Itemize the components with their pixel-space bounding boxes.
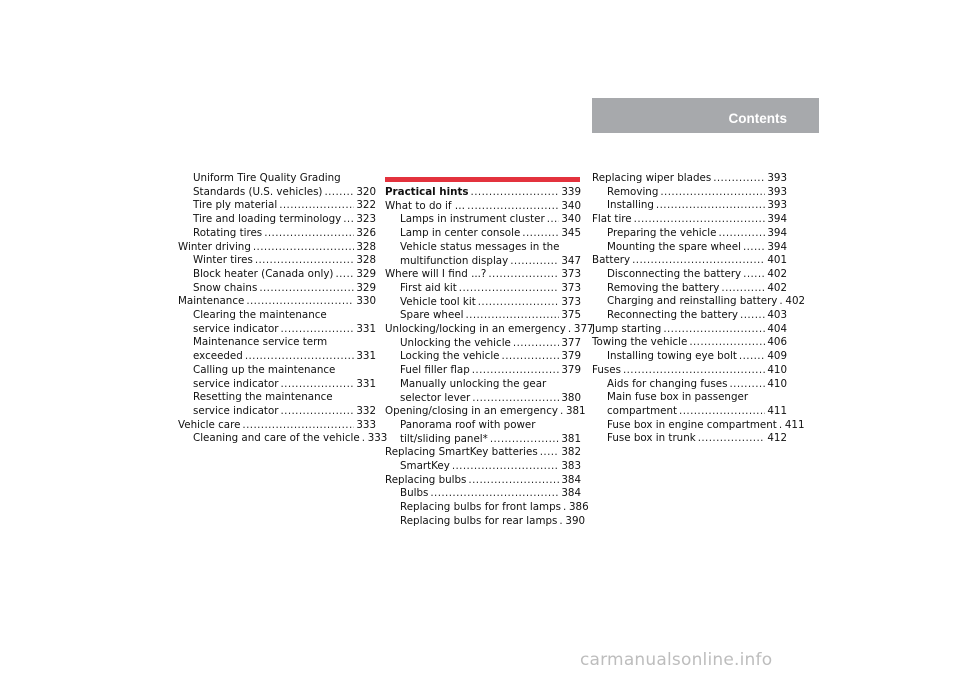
dot-leader	[280, 405, 354, 419]
toc-page-number: 381	[565, 405, 586, 418]
dot-leader	[490, 433, 560, 447]
toc-entry[interactable]	[385, 501, 589, 515]
dot-leader	[721, 282, 765, 296]
toc-entry[interactable]	[385, 514, 586, 529]
dot-leader	[719, 227, 766, 241]
dot-leader	[264, 227, 354, 241]
toc-entry[interactable]	[592, 254, 787, 268]
toc-page-number: 384	[561, 473, 581, 486]
toc-entry-title: Opening/closing in an emergency	[385, 405, 558, 418]
toc-entry-title: Snow chains	[193, 281, 258, 294]
toc-page-number: 377	[561, 336, 581, 349]
dot-leader	[472, 364, 560, 378]
toc-page-number: 330	[356, 295, 376, 308]
toc-entry-title: Fuse box in engine compartment	[607, 418, 777, 431]
toc-page-number: 411	[784, 418, 805, 431]
toc-entry-title: Battery	[592, 254, 631, 267]
dot-leader	[362, 432, 366, 446]
dot-leader	[502, 350, 560, 364]
toc-entry[interactable]	[385, 364, 581, 378]
toc-entry-title: Preparing the vehicle	[607, 226, 717, 239]
toc-entry[interactable]	[385, 241, 581, 268]
toc-page-number: 402	[767, 267, 787, 280]
dot-leader	[740, 309, 765, 323]
toc-entry[interactable]	[178, 241, 376, 255]
dot-leader	[779, 295, 783, 309]
dot-leader	[563, 501, 567, 515]
toc-entry-title: Rotating tires	[193, 226, 263, 239]
toc-page-number: 373	[561, 295, 581, 308]
toc-page-number: 390	[565, 514, 586, 527]
toc-column-1	[178, 172, 388, 446]
toc-entry[interactable]	[178, 172, 376, 199]
toc-page-number: 329	[356, 281, 376, 294]
toc-page-number: 328	[356, 254, 376, 267]
toc-entry-title: Winter tires	[193, 254, 253, 267]
toc-entry[interactable]	[592, 391, 787, 418]
toc-entry-text: Uniform Tire Quality Grading	[193, 172, 341, 184]
dot-leader	[522, 227, 559, 241]
toc-entry[interactable]	[385, 378, 581, 405]
toc-entry-title: Spare wheel	[400, 309, 464, 322]
dot-leader	[540, 446, 560, 460]
toc-entry-text: Calling up the maintenance	[193, 363, 336, 376]
dot-leader	[656, 199, 765, 213]
toc-entry-title: tilt/sliding panel*	[400, 432, 488, 445]
toc-page-number: 382	[561, 446, 581, 459]
dot-leader	[513, 337, 559, 351]
toc-entry[interactable]	[385, 474, 581, 488]
dot-leader	[634, 213, 766, 227]
dot-leader	[471, 186, 560, 200]
toc-page-number: 402	[785, 295, 806, 308]
toc-entry[interactable]	[385, 337, 581, 351]
toc-entry[interactable]	[178, 309, 376, 336]
dot-leader	[510, 255, 559, 269]
toc-entry[interactable]	[385, 405, 586, 419]
toc-page-number: 333	[356, 418, 376, 431]
dot-leader	[430, 487, 559, 501]
toc-page-number: 331	[356, 350, 376, 363]
toc-page-number: 373	[561, 281, 581, 294]
toc-entry-title: Replacing bulbs	[385, 473, 467, 486]
toc-entry-text: Maintenance service term	[193, 336, 328, 349]
toc-entry-text: Main fuse box in passenger	[607, 391, 749, 404]
toc-entry-title: Unlocking the vehicle	[400, 336, 511, 349]
toc-page-number: 332	[356, 404, 376, 417]
dot-leader	[632, 254, 765, 268]
toc-entry[interactable]	[385, 213, 581, 227]
toc-entry[interactable]	[178, 213, 376, 227]
toc-entry-title: Reconnecting the battery	[607, 309, 739, 322]
toc-entry[interactable]	[178, 227, 376, 241]
toc-page-number: 323	[356, 213, 376, 226]
toc-entry[interactable]	[178, 254, 376, 268]
toc-page-number: 381	[561, 432, 581, 445]
page-title: Contents	[728, 111, 787, 126]
toc-entry[interactable]	[592, 186, 787, 200]
dot-leader	[698, 432, 766, 446]
dot-leader	[335, 268, 354, 282]
toc-entry-title: Replacing SmartKey batteries	[385, 446, 538, 459]
dot-leader	[459, 282, 560, 296]
section-divider-bar	[385, 177, 580, 182]
toc-entry-title: Disconnecting the battery	[607, 267, 742, 280]
toc-page-number: 411	[767, 404, 787, 417]
dot-leader	[739, 350, 765, 364]
toc-page-number: 384	[561, 487, 581, 500]
toc-entry[interactable]	[385, 460, 581, 474]
toc-entry[interactable]	[592, 336, 787, 350]
dot-leader	[713, 172, 765, 186]
dot-leader	[679, 405, 765, 419]
toc-entry[interactable]	[385, 227, 581, 241]
toc-page-number: 394	[767, 213, 787, 226]
toc-page-number: 333	[367, 432, 388, 445]
toc-page-number: 331	[356, 377, 376, 390]
toc-page-number: 377	[573, 323, 594, 336]
toc-page-number: 404	[767, 322, 787, 335]
toc-page-number: 379	[561, 364, 581, 377]
toc-page-number: 412	[767, 432, 787, 445]
toc-entry-title: Towing the vehicle	[592, 336, 688, 349]
toc-page-number: 393	[767, 172, 787, 184]
dot-leader	[343, 213, 354, 227]
toc-entry[interactable]	[592, 199, 787, 213]
toc-page-number: 375	[561, 309, 581, 322]
dot-leader	[560, 405, 564, 419]
toc-page-number: 329	[356, 267, 376, 280]
dot-leader	[279, 199, 354, 213]
toc-entry[interactable]	[385, 186, 581, 200]
dot-leader	[467, 200, 559, 214]
toc-entry[interactable]	[385, 296, 581, 310]
toc-entry[interactable]	[592, 295, 806, 309]
dot-leader	[689, 336, 765, 350]
toc-page-number: 339	[561, 186, 581, 198]
toc-entry[interactable]	[178, 419, 376, 433]
toc-entry-text: Clearing the maintenance	[193, 309, 327, 322]
toc-entry[interactable]	[592, 172, 787, 186]
toc-entry-title: Maintenance	[178, 295, 245, 308]
toc-column-2	[385, 186, 594, 529]
toc-entry-title: Vehicle care	[178, 418, 241, 431]
toc-entry[interactable]	[592, 350, 787, 364]
dot-leader	[280, 323, 354, 337]
toc-entry[interactable]	[592, 364, 787, 378]
dot-leader	[623, 364, 765, 378]
toc-entry[interactable]	[592, 309, 787, 323]
toc-entry-title: Vehicle tool kit	[400, 295, 476, 308]
toc-entry-title: Bulbs	[400, 487, 429, 500]
toc-entry-title: Practical hints	[385, 186, 469, 198]
toc-entry-title: Cleaning and care of the vehicle	[193, 432, 360, 445]
toc-entry-title: Removing the battery	[607, 281, 720, 294]
toc-entry-title: Lamp in center console	[400, 227, 521, 240]
toc-page-number: 393	[767, 199, 787, 212]
toc-entry[interactable]	[385, 419, 581, 446]
toc-entry[interactable]	[592, 241, 787, 255]
toc-entry[interactable]	[385, 446, 581, 460]
dot-leader	[663, 323, 765, 337]
dot-leader	[779, 419, 783, 433]
toc-page-number: 406	[767, 336, 787, 349]
toc-entry[interactable]	[385, 268, 581, 282]
dot-leader	[559, 515, 563, 529]
toc-entry-title: Tire ply material	[193, 199, 278, 212]
toc-entry-title: Replacing wiper blades	[592, 172, 712, 184]
dot-leader	[743, 241, 765, 255]
toc-column-3	[592, 172, 806, 446]
toc-page-number: 410	[767, 377, 787, 390]
toc-page-number: 331	[356, 322, 376, 335]
toc-entry-title: compartment	[607, 404, 678, 417]
toc-entry[interactable]	[592, 268, 787, 282]
dot-leader	[452, 460, 560, 474]
toc-entry-title: multifunction display	[400, 254, 509, 267]
toc-entry-title: Where will I find ...?	[385, 268, 487, 281]
toc-entry-title: Jump starting	[592, 322, 662, 335]
toc-entry[interactable]	[592, 213, 787, 227]
toc-entry-title: Standards (U.S. vehicles)	[193, 185, 323, 198]
toc-entry[interactable]	[385, 282, 581, 296]
toc-entry-title: Lamps in instrument cluster	[400, 213, 545, 226]
toc-entry[interactable]	[385, 323, 594, 337]
toc-entry[interactable]	[178, 336, 376, 363]
toc-entry[interactable]	[592, 282, 787, 296]
toc-page-number: 393	[767, 185, 787, 198]
toc-entry[interactable]	[178, 391, 376, 418]
toc-entry-title: service indicator	[193, 322, 279, 335]
toc-entry[interactable]	[385, 350, 581, 364]
toc-entry-title: Block heater (Canada only)	[193, 267, 334, 280]
toc-entry-title: Flat tire	[592, 213, 632, 226]
toc-page-number: 383	[561, 460, 581, 473]
toc-entry-title: First aid kit	[400, 281, 457, 294]
toc-entry-title: selector lever	[400, 391, 471, 404]
dot-leader	[743, 268, 765, 282]
dot-leader	[242, 419, 354, 433]
toc-entry-title: Mounting the spare wheel	[607, 240, 741, 253]
toc-entry[interactable]	[592, 323, 787, 337]
toc-entry-title: Fuses	[592, 363, 621, 376]
toc-entry-title: exceeded	[193, 350, 243, 363]
dot-leader	[245, 350, 355, 364]
toc-entry[interactable]	[592, 432, 787, 446]
toc-page-number: 386	[569, 501, 589, 514]
toc-page-number: 340	[561, 199, 581, 212]
toc-page-number: 403	[767, 309, 787, 322]
toc-entry-title: Installing	[607, 199, 654, 212]
toc-page-number: 409	[767, 350, 787, 363]
dot-leader	[246, 295, 354, 309]
toc-page-number: 394	[767, 226, 787, 239]
header-band	[592, 98, 819, 133]
dot-leader	[253, 241, 354, 255]
toc-page-number: 347	[561, 254, 581, 267]
toc-page-number: 402	[767, 281, 787, 294]
toc-entry-title: What to do if …	[385, 199, 466, 212]
toc-entry[interactable]	[178, 199, 376, 213]
toc-entry-title: Replacing bulbs for rear lamps	[400, 514, 558, 527]
toc-entry[interactable]	[592, 378, 787, 392]
toc-page-number: 320	[356, 185, 376, 198]
toc-entry-title: Winter driving	[178, 240, 251, 253]
toc-entry[interactable]	[385, 487, 581, 501]
toc-entry-title: Locking the vehicle	[400, 350, 500, 363]
toc-page-number: 379	[561, 350, 581, 363]
toc-entry[interactable]	[178, 364, 376, 391]
toc-entry-title: service indicator	[193, 404, 279, 417]
toc-entry[interactable]	[385, 200, 581, 214]
toc-page-number: 410	[767, 363, 787, 376]
toc-entry-title: Charging and reinstalling battery	[607, 295, 778, 308]
toc-entry[interactable]	[178, 432, 388, 446]
toc-entry-title: Tire and loading terminology	[193, 213, 342, 226]
toc-page-number: 340	[561, 213, 581, 226]
toc-page-number: 345	[561, 227, 581, 240]
toc-entry-title: service indicator	[193, 377, 279, 390]
dot-leader	[488, 268, 559, 282]
toc-entry-title: Replacing bulbs for front lamps	[400, 501, 561, 514]
toc-page-number: 326	[356, 226, 376, 239]
dot-leader	[478, 296, 560, 310]
dot-leader	[660, 186, 765, 200]
dot-leader	[547, 213, 560, 227]
toc-page-number: 394	[767, 240, 787, 253]
toc-entry-title: Unlocking/locking in an emergency	[385, 323, 566, 336]
toc-entry-title: Installing towing eye bolt	[607, 350, 737, 363]
toc-entry-title: Fuel filler flap	[400, 364, 470, 377]
toc-entry[interactable]	[178, 268, 376, 282]
toc-entry[interactable]	[592, 418, 805, 433]
dot-leader	[280, 378, 354, 392]
dot-leader	[255, 254, 355, 268]
toc-entry[interactable]	[178, 282, 376, 296]
toc-entry-title: Removing	[607, 185, 659, 198]
dot-leader	[568, 323, 572, 337]
toc-entry-text: Manually unlocking the gear	[400, 377, 547, 390]
dot-leader	[468, 474, 559, 488]
dot-leader	[324, 186, 354, 200]
toc-entry-text: Resetting the maintenance	[193, 391, 333, 404]
dot-leader	[259, 282, 354, 296]
toc-entry-text: Panorama roof with power	[400, 418, 536, 431]
dot-leader	[729, 378, 765, 392]
watermark: carmanualsonline.info	[580, 650, 773, 670]
dot-leader	[472, 392, 559, 406]
toc-entry[interactable]	[178, 295, 376, 309]
toc-page-number: 401	[767, 254, 787, 267]
toc-page-number: 322	[356, 199, 376, 212]
dot-leader	[465, 309, 559, 323]
toc-entry-title: SmartKey	[400, 460, 450, 473]
toc-entry[interactable]	[385, 309, 581, 323]
toc-entry-title: Fuse box in trunk	[607, 432, 696, 445]
toc-page-number: 373	[561, 268, 581, 281]
toc-page-number: 328	[356, 240, 376, 253]
toc-entry[interactable]	[592, 227, 787, 241]
toc-entry-text: Vehicle status messages in the	[400, 240, 560, 253]
toc-entry-title: Aids for changing fuses	[607, 377, 728, 390]
toc-page-number: 380	[561, 391, 581, 404]
